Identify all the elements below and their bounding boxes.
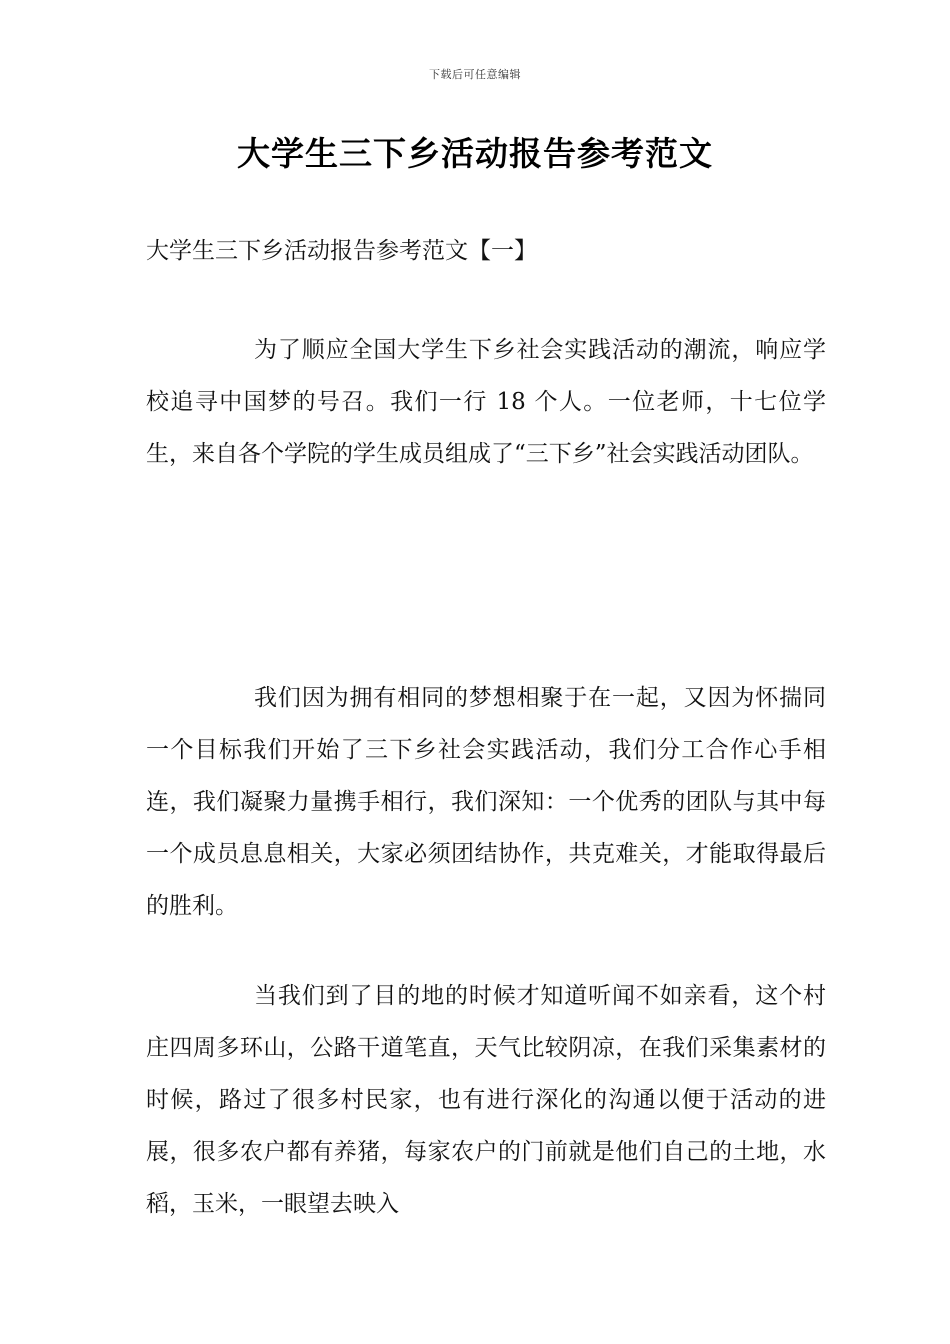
header-note: 下载后可任意编辑 xyxy=(429,68,521,81)
section-heading: 大学生三下乡活动报告参考范文【一】 xyxy=(146,238,537,264)
paragraph-2: 我们因为拥有相同的梦想相聚于在一起，又因为怀揣同一个目标我们开始了三下乡社会实践活动，我们分工合作心手相连，我们凝聚力量携手相行，我们深知：一个优秀的团队与其中每一个成员息息相关，大家必须团结协作，共克难关，才能取得最后的胜利。 xyxy=(146,685,826,919)
paragraph-3: 当我们到了目的地的时候才知道听闻不如亲看，这个村庄四周多环山，公路干道笔直，天气比较阴凉，在我们采集素材的时候，路过了很多村民家，也有进行深化的沟通以便于活动的进展，很多农户都有养猪，每家农户的门前就是他们自己的土地，水稻，玉米，一眼望去映入 xyxy=(146,983,826,1217)
paragraph-1: 为了顺应全国大学生下乡社会实践活动的潮流，响应学校追寻中国梦的号召。我们一行 18 个人。一位老师，十七位学生，来自各个学院的学生成员组成了“三下乡”社会实践活动团队。 xyxy=(146,337,826,467)
document-title: 大学生三下乡活动报告参考范文 xyxy=(237,134,713,173)
